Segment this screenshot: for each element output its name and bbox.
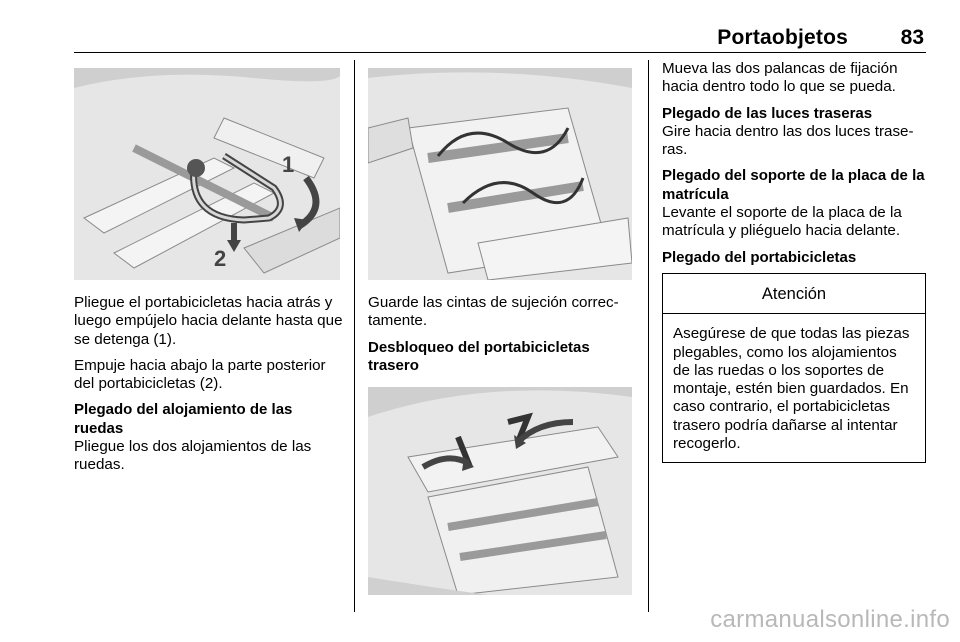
watermark: carmanualsonline.info <box>710 606 950 633</box>
section-heading: Plegado del soporte de la placa de la matrícula <box>662 167 925 203</box>
illustration-straps <box>368 68 632 280</box>
section-heading: Plegado del portabicicletas <box>662 248 857 266</box>
page-header <box>74 22 926 53</box>
paragraph: Empuje hacia abajo la parte posterior del portabicicletas (2). <box>74 356 326 393</box>
column-right <box>662 60 928 463</box>
page-number: 83 <box>900 26 924 49</box>
illustration-fold-carrier <box>74 68 340 280</box>
column-left <box>74 60 344 483</box>
column-divider-2 <box>648 60 649 612</box>
column-divider-1 <box>354 60 355 612</box>
column-middle <box>368 60 636 595</box>
paragraph: Pliegue los dos alojamientos de las ruedas. <box>74 438 312 474</box>
section-heading: Plegado del alojamiento de las ruedas <box>74 401 293 437</box>
paragraph: Guarde las cintas de sujeción correctamente. <box>368 294 619 330</box>
paragraph: Gire hacia dentro las dos luces traseras. <box>662 122 914 159</box>
paragraph: Pliegue el portabicicletas hacia atrás y luego empújelo hacia delante hasta que se detenga (1). <box>74 294 343 348</box>
page-title: Portaobjetos <box>717 26 848 49</box>
notice-title: Atención <box>663 274 925 314</box>
figure-fold-bike-carrier <box>74 68 340 280</box>
notice-box <box>662 273 926 463</box>
figure-straps <box>368 68 632 280</box>
section-heading: Desbloqueo del portabicicletas trasero <box>368 338 590 374</box>
section-heading: Plegado de las luces traseras <box>662 104 873 122</box>
notice-body: Asegúrese de que todas las piezas plegables, como los alojamientos de las ruedas o los soportes de montaje, estén bien guardados. En caso contrario, el portabicicletas trasero podría dañarse al intentar recogerlo. <box>673 325 910 453</box>
paragraph: Levante el soporte de la placa de la matrícula y pliéguelo hacia delante. <box>662 204 902 240</box>
callout-2: 2 <box>214 246 227 271</box>
paragraph: Mueva las dos palancas de fijación hacia dentro todo lo que se pueda. <box>662 60 898 96</box>
callout-1: 1 <box>282 152 295 177</box>
figure-unlock-carrier <box>368 387 632 595</box>
illustration-unlock <box>368 387 632 595</box>
